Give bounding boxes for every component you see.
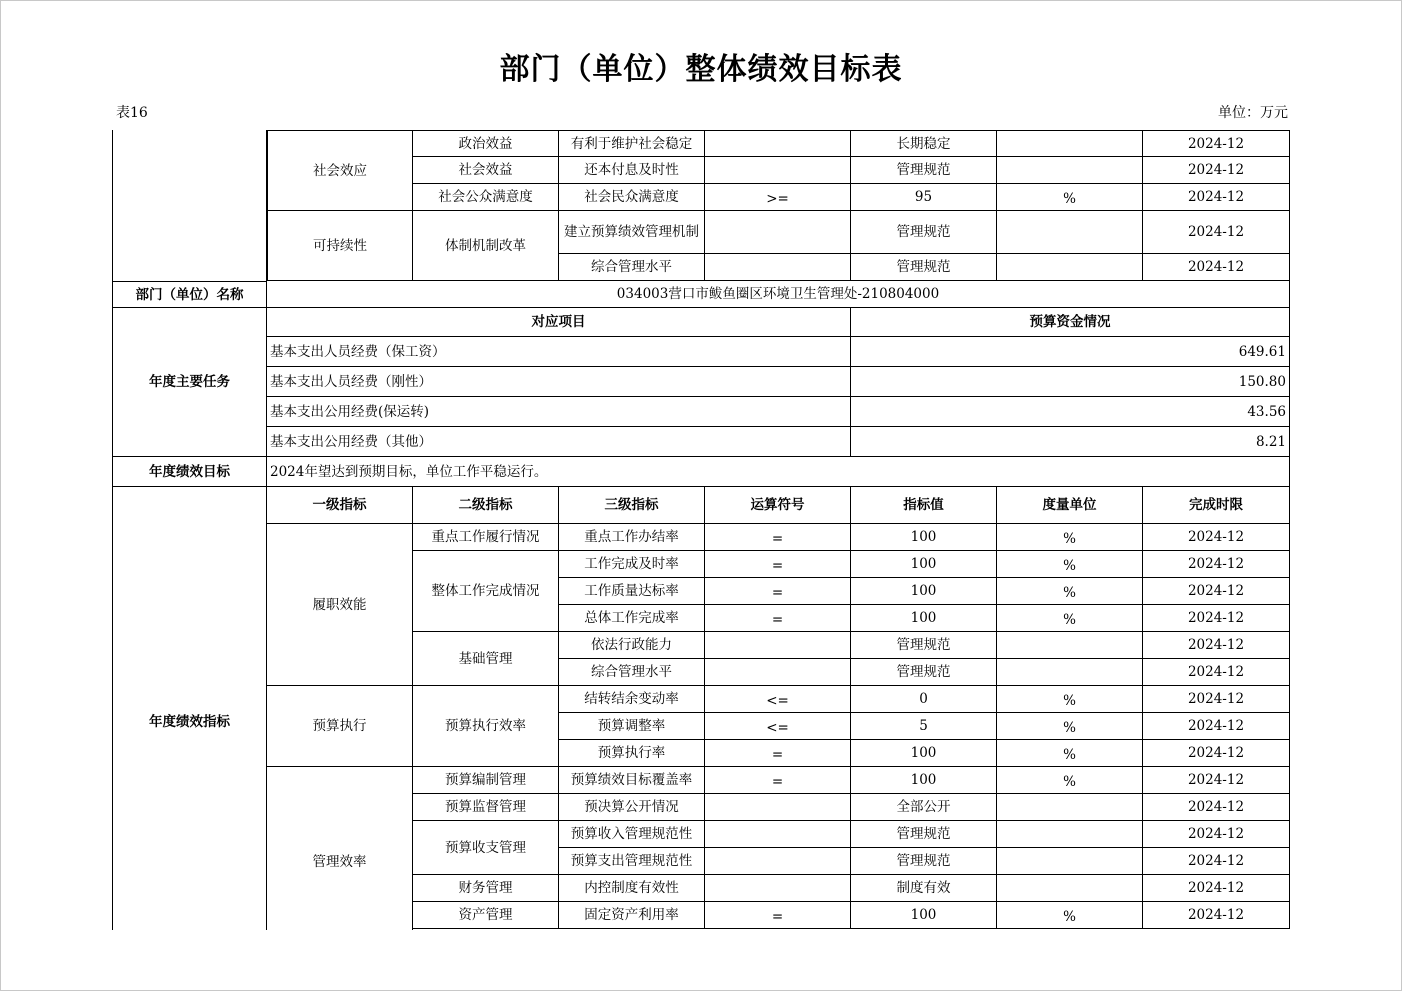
indicator-op [705,632,851,659]
unit-symbol: % [1063,774,1076,790]
header-op: 运算符号 [705,487,851,524]
indicator-op [705,659,851,686]
indicator-op [705,902,851,929]
indicator-deadline: 2024-12 [1143,875,1290,902]
upper-deadline: 2024-12 [1143,211,1290,254]
indicator-op [705,875,851,902]
upper-op [705,184,851,211]
task-amount: 8.21 [851,427,1290,457]
task-item: 基本支出人员经费（保工资） [267,337,851,367]
indicator-l3: 重点工作办结率 [559,524,705,551]
tasks-label: 年度主要任务 [112,308,267,457]
upper-unit [997,157,1143,184]
indicator-deadline: 2024-12 [1143,902,1290,929]
dept-name-label: 部门（单位）名称 [112,281,267,308]
continuation-cell [112,130,267,281]
header-unit: 度量单位 [997,487,1143,524]
indicator-deadline: 2024-12 [1143,848,1290,875]
operator-symbol: >= [766,191,789,207]
indicator-value: 0 [851,686,997,713]
indicator-l3: 预算调整率 [559,713,705,740]
task-amount: 150.80 [851,367,1290,397]
indicator-l3: 工作质量达标率 [559,578,705,605]
upper-value: 管理规范 [851,211,997,254]
operator-symbol: = [771,909,784,925]
indicator-op [705,686,851,713]
operator-symbol: = [771,558,784,574]
indicator-value: 全部公开 [851,794,997,821]
indicator-deadline: 2024-12 [1143,659,1290,686]
indicator-op [705,713,851,740]
upper-deadline: 2024-12 [1143,157,1290,184]
unit-symbol: % [1063,558,1076,574]
upper-op [705,211,851,254]
subgroup: 预算编制管理 [413,767,559,794]
indicator-deadline: 2024-12 [1143,551,1290,578]
indicator-unit [997,902,1143,929]
indicator-value: 100 [851,605,997,632]
indicator-l3: 结转结余变动率 [559,686,705,713]
header-l1: 一级指标 [267,487,413,524]
indicator-deadline: 2024-12 [1143,821,1290,848]
upper-deadline: 2024-12 [1143,254,1290,281]
indicator-unit [997,524,1143,551]
operator-symbol: = [771,774,784,790]
upper-unit [997,254,1143,281]
indicator-deadline: 2024-12 [1143,632,1290,659]
upper-unit [997,184,1143,211]
unit-label: 单位：万元 [1218,105,1288,121]
indicator-op [705,578,851,605]
operator-symbol: = [771,747,784,763]
indicator-l3: 综合管理水平 [559,659,705,686]
unit-symbol: % [1063,531,1076,547]
upper-l1-social: 社会效应 [267,130,413,211]
table-number: 表16 [116,105,148,121]
upper-unit [997,130,1143,157]
subgroup: 重点工作履行情况 [413,524,559,551]
upper-l3: 有利于维护社会稳定 [559,130,705,157]
upper-op [705,130,851,157]
indicator-op [705,605,851,632]
indicator-l3: 预算收入管理规范性 [559,821,705,848]
task-amount: 649.61 [851,337,1290,367]
upper-deadline: 2024-12 [1143,130,1290,157]
indicator-l3: 预算绩效目标覆盖率 [559,767,705,794]
upper-l2: 政治效益 [413,130,559,157]
upper-l2: 社会效益 [413,157,559,184]
dept-name-value: 034003营口市鲅鱼圈区环境卫生管理处-210804000 [267,281,1290,308]
upper-l3: 建立预算绩效管理机制 [559,211,705,254]
task-item: 基本支出人员经费（刚性） [267,367,851,397]
upper-l2: 社会公众满意度 [413,184,559,211]
operator-symbol: <= [766,693,789,709]
upper-l3: 还本付息及时性 [559,157,705,184]
indicator-l3: 预算执行率 [559,740,705,767]
indicator-value: 100 [851,578,997,605]
unit-symbol: % [1063,612,1076,628]
indicator-deadline: 2024-12 [1143,524,1290,551]
indicator-op [705,767,851,794]
upper-l1-sustainability: 可持续性 [267,211,413,281]
indicator-unit [997,578,1143,605]
upper-value: 管理规范 [851,157,997,184]
indicator-unit [997,659,1143,686]
indicator-value: 100 [851,740,997,767]
indicator-value: 5 [851,713,997,740]
indicator-deadline: 2024-12 [1143,740,1290,767]
task-item: 基本支出公用经费(保运转) [267,397,851,427]
operator-symbol: = [771,612,784,628]
upper-value: 95 [851,184,997,211]
indicator-unit [997,551,1143,578]
upper-l3: 综合管理水平 [559,254,705,281]
indicator-l3: 预决算公开情况 [559,794,705,821]
indicator-unit [997,821,1143,848]
indicator-deadline: 2024-12 [1143,794,1290,821]
operator-symbol: = [771,585,784,601]
unit-symbol: % [1063,693,1076,709]
indicator-unit [997,794,1143,821]
indicator-l3: 工作完成及时率 [559,551,705,578]
indicator-value: 管理规范 [851,659,997,686]
subgroup: 预算执行效率 [413,686,559,767]
indicator-l3: 依法行政能力 [559,632,705,659]
header-l3: 三级指标 [559,487,705,524]
indicator-op [705,740,851,767]
task-item: 基本支出公用经费（其他） [267,427,851,457]
indicator-unit [997,686,1143,713]
unit-symbol: % [1063,585,1076,601]
indicator-op [705,551,851,578]
header-deadline: 完成时限 [1143,487,1290,524]
operator-symbol: = [771,531,784,547]
subgroup: 基础管理 [413,632,559,686]
group-budget-execution: 预算执行 [267,686,413,767]
goal-value: 2024年望达到预期目标，单位工作平稳运行。 [267,457,1290,487]
header-value: 指标值 [851,487,997,524]
subgroup: 预算收支管理 [413,821,559,875]
upper-op [705,157,851,184]
indicator-unit [997,632,1143,659]
upper-op [705,254,851,281]
indicator-value: 制度有效 [851,875,997,902]
indicator-value: 100 [851,767,997,794]
upper-value: 管理规范 [851,254,997,281]
indicator-unit [997,848,1143,875]
page-title: 部门（单位）整体绩效目标表 [499,52,903,87]
performance-table [112,130,1290,930]
upper-deadline: 2024-12 [1143,184,1290,211]
indicator-l3: 固定资产利用率 [559,902,705,929]
indicator-l3: 内控制度有效性 [559,875,705,902]
upper-unit [997,211,1143,254]
subgroup: 资产管理 [413,902,559,929]
subgroup: 财务管理 [413,875,559,902]
indicator-unit [997,740,1143,767]
indicator-op [705,794,851,821]
indicator-unit [997,767,1143,794]
indicator-l3: 预算支出管理规范性 [559,848,705,875]
performance-grid [112,130,1290,930]
indicator-value: 100 [851,524,997,551]
upper-value: 长期稳定 [851,130,997,157]
indicator-value: 管理规范 [851,632,997,659]
unit-symbol: % [1063,720,1076,736]
group-management-efficiency: 管理效率 [267,767,413,930]
indicator-value: 管理规范 [851,848,997,875]
indicators-label: 年度绩效指标 [112,487,267,930]
unit-symbol: % [1063,909,1076,925]
operator-symbol: <= [766,720,789,736]
indicator-deadline: 2024-12 [1143,686,1290,713]
table-bottom-spacer [413,929,1290,930]
indicator-deadline: 2024-12 [1143,713,1290,740]
indicator-op [705,524,851,551]
unit-symbol: % [1063,747,1076,763]
header-l2: 二级指标 [413,487,559,524]
indicator-unit [997,875,1143,902]
upper-l3: 社会民众满意度 [559,184,705,211]
tasks-header-item: 对应项目 [267,308,851,337]
indicator-deadline: 2024-12 [1143,605,1290,632]
subgroup: 整体工作完成情况 [413,551,559,632]
indicator-l3: 总体工作完成率 [559,605,705,632]
tasks-header-budget: 预算资金情况 [851,308,1290,337]
indicator-unit [997,713,1143,740]
unit-symbol: % [1063,191,1076,207]
indicator-deadline: 2024-12 [1143,578,1290,605]
task-amount: 43.56 [851,397,1290,427]
indicator-value: 100 [851,902,997,929]
indicator-value: 管理规范 [851,821,997,848]
indicator-deadline: 2024-12 [1143,767,1290,794]
group-performance: 履职效能 [267,524,413,686]
upper-l2: 体制机制改革 [413,211,559,281]
indicator-value: 100 [851,551,997,578]
indicator-unit [997,605,1143,632]
subgroup: 预算监督管理 [413,794,559,821]
goal-label: 年度绩效目标 [112,457,267,487]
indicator-op [705,848,851,875]
indicator-op [705,821,851,848]
